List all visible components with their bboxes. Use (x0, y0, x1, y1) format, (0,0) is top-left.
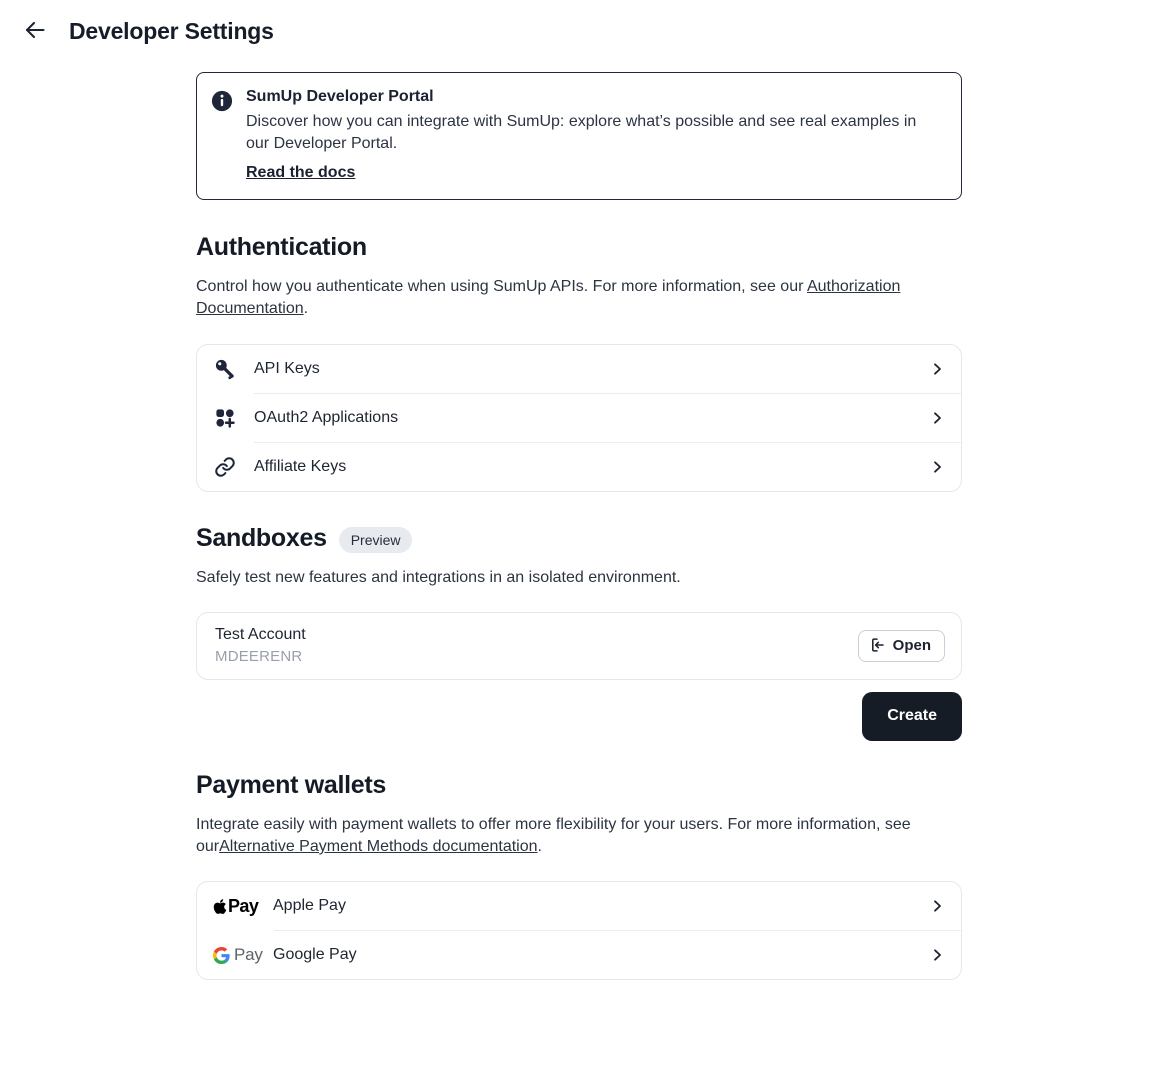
oauth-apps-icon (213, 406, 237, 430)
main-content (196, 72, 962, 980)
chevron-right-icon (929, 459, 945, 475)
sandboxes-description: Safely test new features and integrations in an isolated environment. (196, 569, 681, 586)
read-the-docs-link[interactable]: Read the docs (246, 164, 356, 181)
banner-title: SumUp Developer Portal (246, 88, 434, 105)
key-icon (213, 357, 237, 381)
apple-icon (213, 898, 227, 915)
authentication-description (196, 276, 962, 320)
list-item-label: OAuth2 Applications (254, 409, 399, 426)
apple-pay-logo: Pay (213, 896, 257, 917)
authorization-documentation-link[interactable]: Authorization Documentation (196, 278, 901, 317)
payment-wallets-description-suffix: . (537, 838, 542, 855)
chevron-right-icon (929, 898, 945, 914)
google-g-icon (213, 947, 230, 964)
page-header (0, 0, 1162, 52)
arrow-left-icon (23, 18, 47, 45)
banner-body: Discover how you can integrate with SumUp: explore what’s possible and see real examples in our Developer Portal. (246, 113, 917, 152)
sandboxes-heading-row (196, 523, 962, 553)
sandbox-account-name: Test Account (215, 626, 306, 643)
create-sandbox-button[interactable]: Create (862, 692, 962, 741)
payment-wallets-heading: Payment wallets (196, 771, 387, 799)
preview-badge: Preview (339, 527, 413, 553)
list-item-label: API Keys (254, 360, 320, 377)
chevron-right-icon (929, 947, 945, 963)
alternative-payment-methods-link[interactable]: Alternative Payment Methods documentation (219, 838, 538, 855)
info-icon (211, 90, 233, 112)
chevron-right-icon (929, 361, 945, 377)
open-button-label: Open (892, 636, 931, 654)
list-item-apple-pay[interactable] (197, 882, 961, 930)
log-in-icon (870, 637, 886, 653)
payment-wallets-description (196, 814, 962, 858)
link-icon (213, 455, 237, 479)
authentication-description-text: Control how you authenticate when using SumUp APIs. For more information, see our (196, 278, 807, 295)
open-sandbox-button[interactable] (858, 630, 945, 662)
chevron-right-icon (929, 410, 945, 426)
sandbox-account-card (196, 612, 962, 680)
sandbox-account-code: MDEERENR (215, 648, 303, 665)
back-button[interactable] (16, 13, 54, 49)
list-item-affiliate-keys[interactable] (197, 443, 961, 491)
list-item-label: Affiliate Keys (254, 458, 347, 475)
create-row (196, 692, 962, 741)
list-item-label: Apple Pay (273, 897, 346, 914)
list-item-label: Google Pay (273, 946, 357, 963)
list-item-oauth2-applications[interactable] (197, 394, 961, 442)
payment-wallets-card (196, 881, 962, 980)
authentication-card (196, 344, 962, 492)
google-pay-logo: Pay (213, 945, 257, 965)
authentication-description-suffix: . (303, 300, 309, 317)
payment-wallets-description-text: Integrate easily with payment wallets to offer more flexibility for your users. For more information, see our (196, 816, 911, 855)
sandboxes-heading: Sandboxes (196, 523, 327, 552)
list-item-api-keys[interactable] (197, 345, 961, 393)
list-item-google-pay[interactable] (197, 931, 961, 979)
page-title: Developer Settings (69, 17, 274, 44)
developer-portal-banner (196, 72, 962, 200)
authentication-heading: Authentication (196, 233, 367, 261)
